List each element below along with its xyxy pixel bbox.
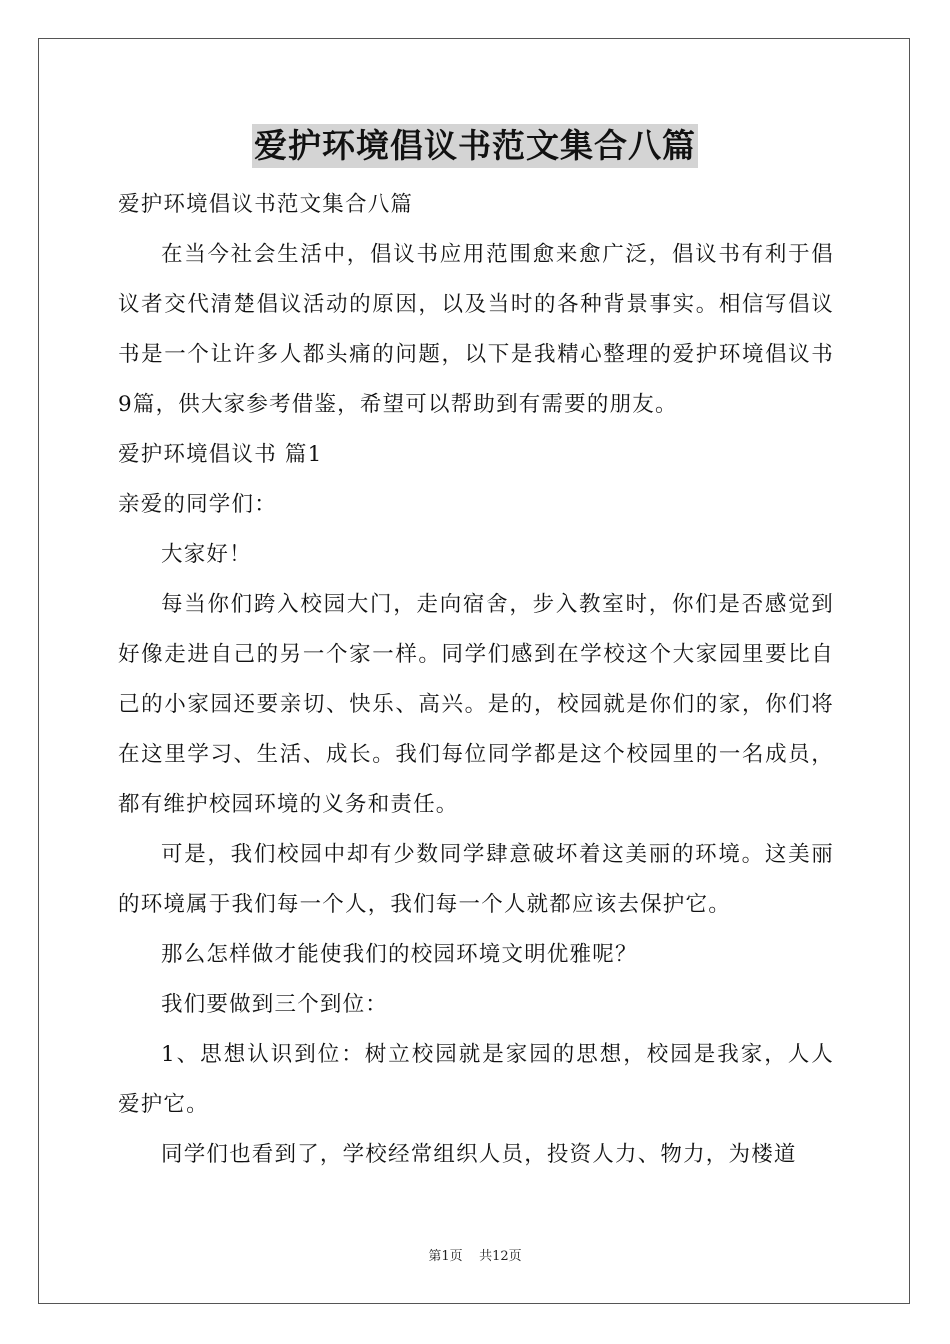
document-title: 爱护环境倡议书范文集合八篇 xyxy=(252,124,698,168)
document-body xyxy=(118,180,834,1180)
body-paragraph: 大家好！ xyxy=(161,542,252,567)
body-paragraph: 爱护环境倡议书范文集合八篇 xyxy=(118,192,414,217)
page-number: 第1页 共12页 xyxy=(428,1249,522,1264)
body-paragraph: 1、思想认识到位：树立校园就是家园的思想，校园是我家，人人爱护它。 xyxy=(118,1042,834,1117)
page-footer xyxy=(0,1247,950,1267)
title-container xyxy=(0,124,950,168)
body-paragraph: 每当你们跨入校园大门，走向宿舍，步入教室时，你们是否感觉到好像走进自己的另一个家一样。同学们感到在学校这个大家园里要比自己的小家园还要亲切、快乐、高兴。是的，校园就是你们的家，你们将在这里学习、生活、成长。我们每位同学都是这个校园里的一名成员，都有维护校园环境的义务和责任。 xyxy=(118,592,834,817)
body-paragraph: 同学们也看到了，学校经常组织人员，投资人力、物力，为楼道 xyxy=(161,1142,797,1167)
body-paragraph: 我们要做到三个到位： xyxy=(161,992,389,1017)
body-paragraph: 在当今社会生活中，倡议书应用范围愈来愈广泛，倡议书有利于倡议者交代清楚倡议活动的原因，以及当时的各种背景事实。相信写倡议书是一个让许多人都头痛的问题，以下是我精心整理的爱护环境倡议书9篇，供大家参考借鉴，希望可以帮助到有需要的朋友。 xyxy=(118,242,834,417)
body-paragraph: 那么怎样做才能使我们的校园环境文明优雅呢？ xyxy=(161,942,638,967)
body-paragraph: 爱护环境倡议书 篇1 xyxy=(118,442,323,467)
body-paragraph: 可是，我们校园中却有少数同学肆意破坏着这美丽的环境。这美丽的环境属于我们每一个人，我们每一个人就都应该去保护它。 xyxy=(118,842,834,917)
body-paragraph: 亲爱的同学们： xyxy=(118,492,277,517)
